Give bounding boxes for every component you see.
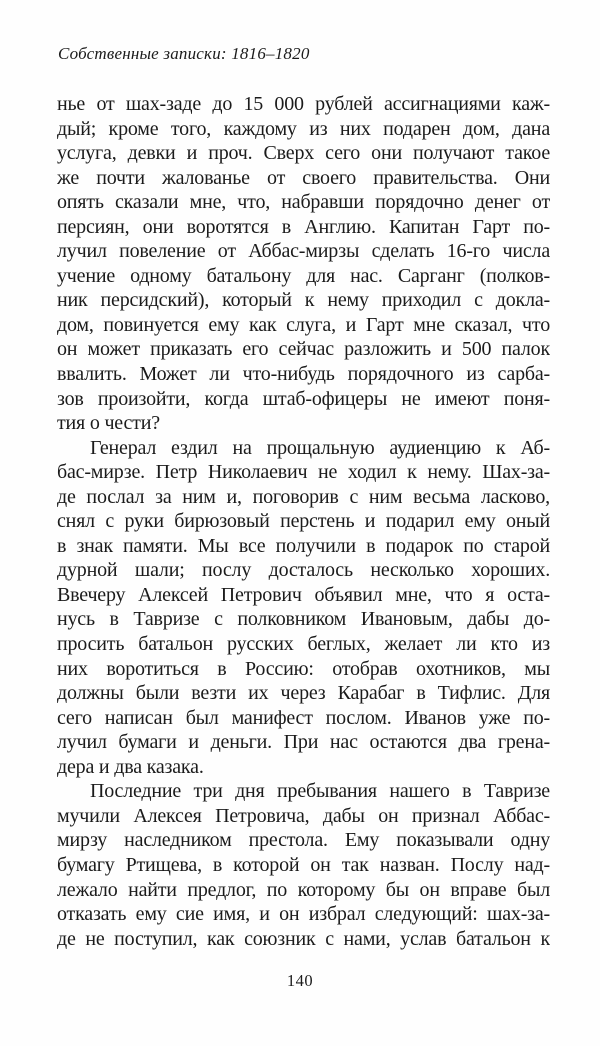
text-line: мирзу наследником престола. Ему показывали одну	[57, 829, 550, 852]
text-line: Последние три дня пребывания нашего в Тавризе	[90, 780, 550, 803]
text-line: нусь в Тавризе с полковником Ивановым, дабы до-	[57, 608, 550, 631]
text-line: дом, повинуется ему как слуга, и Гарт мне сказал, что	[57, 313, 550, 336]
text-line: же почти жалованье от своего правительства. Они	[57, 166, 550, 189]
running-header: Собственные записки: 1816–1820	[58, 44, 310, 63]
text-line: снял с руки бирюзовый перстень и подарил ему оный	[57, 510, 550, 533]
text-line: услуга, девки и проч. Сверх сего они получают такое	[57, 142, 550, 165]
text-line: мучили Алексея Петровича, дабы он признал Аббас-	[57, 804, 550, 827]
text-line: бумагу Ртищева, в которой он так назван. Послу над-	[57, 853, 550, 876]
text-line: должны были везти их через Карабаг в Тифлис. Для	[57, 682, 550, 705]
text-line: лежало найти предлог, по которому бы он вправе был	[57, 878, 550, 901]
text-line: Генерал ездил на прощальную аудиенцию к Аб-	[90, 436, 550, 459]
text-line: тия о чести?	[57, 412, 160, 435]
page-number: 140	[286, 971, 314, 990]
text-line: зов произойти, когда штаб-офицеры не имеют поня-	[57, 387, 550, 410]
text-line: опять сказали мне, что, набравши порядочно денег от	[57, 191, 550, 214]
text-line: дурной шали; послу досталось несколько хороших.	[57, 559, 550, 582]
text-line: учение одному батальону для нас. Сарганг (полков-	[57, 264, 550, 287]
page-text	[57, 92, 550, 951]
text-line: ввалить. Может ли что-нибудь порядочного из сарба-	[57, 363, 550, 386]
text-line: них воротиться в Россию: отобрав охотников, мы	[57, 657, 550, 680]
text-line: он может приказать его сейчас разложить и 500 палок	[57, 338, 550, 361]
text-line: де послал за ним и, поговорив с ним весьма ласково,	[57, 485, 550, 508]
text-line: отказать ему сие имя, и он избрал следующий: шах-за-	[57, 903, 550, 926]
text-line: сего написан был манифест послом. Иванов уже по-	[57, 706, 550, 729]
text-line: ник персидский), который к нему приходил с докла-	[57, 289, 550, 312]
text-line: дера и два казака.	[57, 755, 204, 778]
text-line: в знак памяти. Мы все получили в подарок по старой	[57, 534, 550, 557]
text-line: бас-мирзе. Петр Николаевич не ходил к нему. Шах-за-	[57, 461, 550, 484]
text-line: дый; кроме того, каждому из них подарен дом, дана	[57, 117, 550, 140]
text-line: лучил повеление от Аббас-мирзы сделать 16-го числа	[57, 240, 550, 263]
text-line: персиян, они воротятся в Англию. Капитан Гарт по-	[57, 215, 550, 238]
text-line: лучил бумаги и деньги. При нас остаются два грена-	[57, 731, 550, 754]
text-line: просить батальон русских беглых, желает ли кто из	[57, 633, 550, 656]
text-line: Ввечеру Алексей Петрович объявил мне, что я оста-	[57, 583, 550, 606]
text-line: нье от шах-заде до 15 000 рублей ассигнациями каж-	[57, 93, 550, 115]
text-line: де не поступил, как союзник с нами, услав батальон к	[57, 927, 550, 950]
